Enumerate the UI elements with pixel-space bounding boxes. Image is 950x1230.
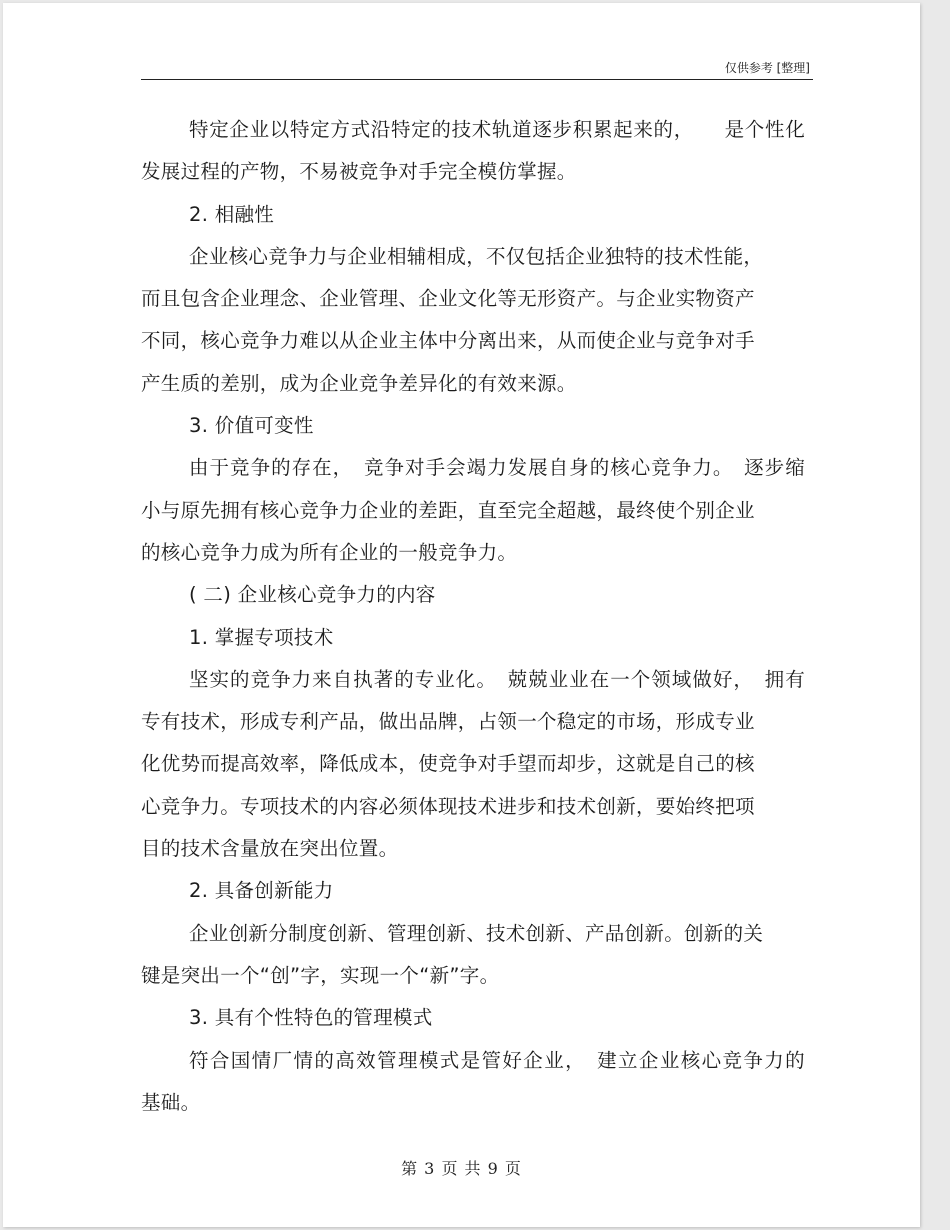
text-line: 心竞争力。专项技术的内容必须体现技术进步和技术创新，要始终把项 bbox=[141, 794, 755, 818]
body-text bbox=[141, 109, 821, 1124]
text-line: 产生质的差别，成为企业竞争差异化的有效来源。 bbox=[141, 371, 577, 395]
text-line: 目的技术含量放在突出位置。 bbox=[141, 837, 399, 861]
page-number: 第 3 页 共 9 页 bbox=[401, 1159, 522, 1178]
text-line: 2. 具备创新能力 bbox=[189, 879, 334, 903]
text-line: 符合国情厂情的高效管理模式是管好企业， 建立企业核心竞争力的 bbox=[189, 1048, 805, 1072]
text-line: ( 二) 企业核心竞争力的内容 bbox=[189, 583, 436, 607]
text-line: 不同，核心竞争力难以从企业主体中分离出来，从而使企业与竞争对手 bbox=[141, 329, 755, 353]
text-line: 专有技术，形成专利产品，做出品牌，占领一个稳定的市场，形成专业 bbox=[141, 710, 755, 734]
document-page bbox=[3, 3, 920, 1227]
text-line: 2. 相融性 bbox=[189, 202, 275, 226]
text-line: 3. 具有个性特色的管理模式 bbox=[189, 1006, 433, 1030]
text-line: 特定企业以特定方式沿特定的技术轨道逐步积累起来的， 是个性化 bbox=[189, 118, 805, 141]
text-line: 企业创新分制度创新、管理创新、技术创新、产品创新。创新的关 bbox=[189, 921, 764, 945]
header-note: 仅供参考 [整理] bbox=[724, 61, 810, 75]
text-line: 企业核心竞争力与企业相辅相成，不仅包括企业独特的技术性能， bbox=[189, 244, 764, 268]
text-line: 发展过程的产物，不易被竞争对手完全模仿掌握。 bbox=[141, 160, 577, 184]
text-line: 坚实的竞争力来自执著的专业化。 兢兢业业在一个领域做好， 拥有 bbox=[189, 667, 805, 691]
text-line: 键是突出一个“创”字，实现一个“新”字。 bbox=[141, 963, 500, 987]
text-line: 3. 价值可变性 bbox=[189, 414, 314, 438]
text-line: 1. 掌握专项技术 bbox=[189, 625, 334, 649]
text-line: 而且包含企业理念、企业管理、企业文化等无形资产。与企业实物资产 bbox=[141, 287, 755, 311]
text-line: 由于竞争的存在， 竞争对手会竭力发展自身的核心竞争力。 逐步缩 bbox=[189, 456, 805, 480]
text-line: 基础。 bbox=[141, 1090, 201, 1114]
header-rule bbox=[141, 79, 813, 80]
text-line: 化优势而提高效率，降低成本，使竞争对手望而却步，这就是自己的核 bbox=[141, 752, 755, 776]
text-line: 小与原先拥有核心竞争力企业的差距，直至完全超越，最终使个别企业 bbox=[141, 498, 755, 522]
text-line: 的核心竞争力成为所有企业的一般竞争力。 bbox=[141, 540, 518, 564]
